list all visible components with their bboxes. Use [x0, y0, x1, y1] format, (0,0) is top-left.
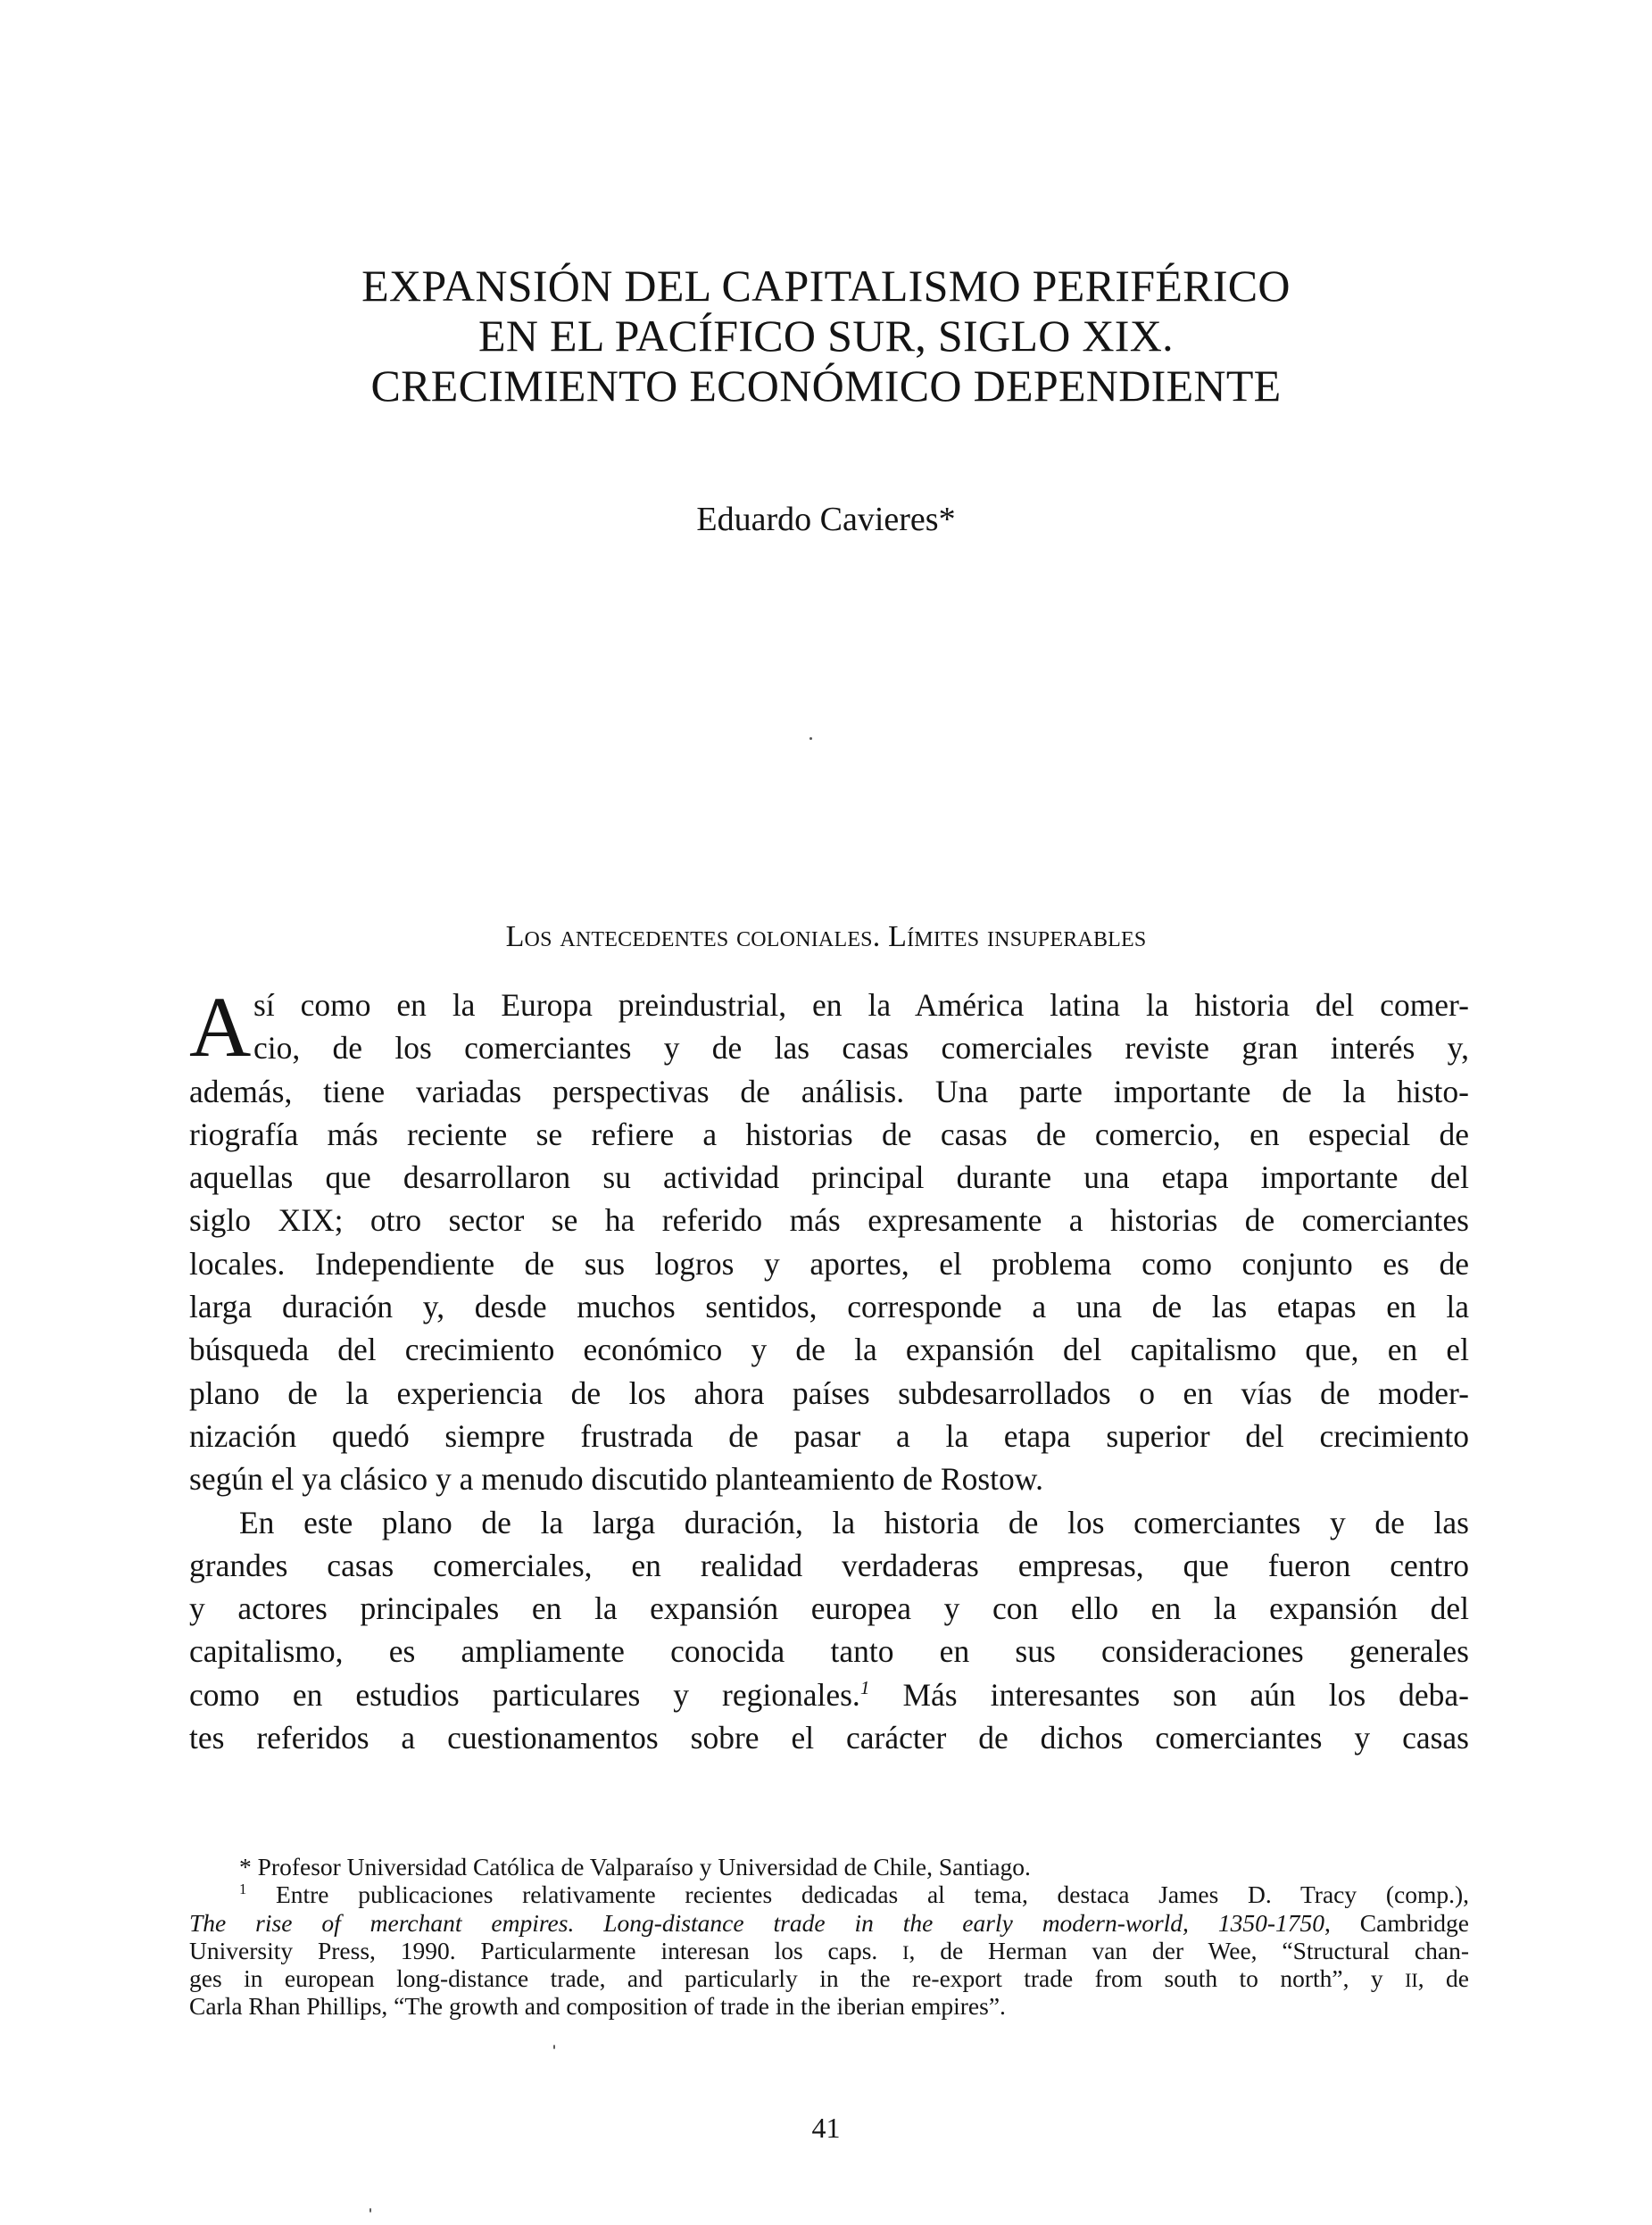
footnote-1-line: Carla Rhan Phillips, “The growth and composition of trade in the iberian empires”. — [189, 1992, 1006, 2021]
article-title — [0, 261, 1652, 411]
body-line: cio, de los comerciantes y de las casas comerciales reviste gran interés y, — [253, 1030, 1469, 1067]
scan-speck — [809, 737, 812, 740]
body-line: búsqueda del crecimiento económico y de la expansión del capitalismo que, en el — [189, 1332, 1469, 1368]
footnote-1-line — [189, 1880, 1469, 1908]
body-line: y actores principales en la expansión europea y con ello en la expansión del — [189, 1590, 1469, 1627]
body-line — [189, 1673, 1469, 1716]
scan-speck — [553, 2045, 555, 2049]
body-line: aquellas que desarrollaron su actividad principal durante una etapa importante del — [189, 1159, 1469, 1196]
text-run: , de — [1417, 1964, 1469, 1993]
text-run: siglo — [189, 1202, 278, 1239]
body-text — [189, 979, 1469, 1759]
title-line-1: EXPANSIÓN DEL CAPITALISMO PERIFÉRICO — [361, 261, 1291, 311]
scan-speck — [369, 2208, 371, 2213]
author-name: Eduardo Cavieres* — [696, 501, 956, 538]
footnote-marker: 1 — [239, 1880, 247, 1898]
text-run: ges in european long-distance trade, and particularly in the re-export trade from south to north”, y — [189, 1964, 1406, 1993]
page-number: 41 — [811, 2112, 841, 2144]
body-line — [189, 1199, 1469, 1241]
body-line: nización quedó siempre frustrada de pasar a la etapa superior del crecimiento — [189, 1417, 1469, 1454]
title-line-2: EN EL PACÍFICO SUR, SIGLO XIX. — [478, 311, 1174, 361]
body-line: larga duración y, desde muchos sentidos, corresponde a una de las etapas en la — [189, 1289, 1469, 1325]
text-run: como en estudios particulares y regionales. — [189, 1676, 860, 1713]
body-line: sí como en la Europa preindustrial, en la América latina la historia del comer- — [253, 987, 1469, 1023]
body-line: capitalismo, es ampliamente conocida tanto en sus consideraciones generales — [189, 1633, 1469, 1670]
text-run: , de Herman van der Wee, “Structural chan- — [909, 1936, 1469, 1964]
footnote-1-line — [189, 1909, 1469, 1937]
footnote-1-line — [189, 1964, 1469, 1992]
roman-numeral: I — [902, 1940, 909, 1963]
title-line-3: CRECIMIENTO ECONÓMICO DEPENDIENTE — [370, 361, 1282, 411]
text-run: , Cambridge — [1324, 1908, 1469, 1937]
body-line: según el ya clásico y a menudo discutido planteamiento de Rostow. — [189, 1461, 1043, 1498]
text-run: ; otro sector se ha referido más expresamente a historias de comerciantes — [334, 1202, 1469, 1239]
body-line: plano de la experiencia de los ahora países subdesarrollados o en vías de moder- — [189, 1374, 1469, 1411]
section-heading: Los antecedentes coloniales. Límites insuperables — [505, 920, 1147, 953]
body-line: En este plano de la larga duración, la historia de los comerciantes y de las — [239, 1504, 1469, 1540]
footnote-author: * Profesor Universidad Católica de Valparaíso y Universidad de Chile, Santiago. — [239, 1853, 1031, 1880]
footnotes — [189, 1853, 1469, 2021]
text-run: University Press, 1990. Particularmente interesan los caps. — [189, 1936, 903, 1964]
body-line: riografía más reciente se refiere a historias de casas de comercio, en especial de — [189, 1116, 1469, 1152]
body-line: grandes casas comerciales, en realidad verdaderas empresas, que fueron centro — [189, 1547, 1469, 1583]
roman-numeral-century: XIX — [278, 1202, 335, 1239]
text-run: Más interesantes son aún los deba- — [869, 1676, 1469, 1713]
body-line: tes referidos a cuestionamentos sobre el carácter de dichos comerciantes y casas — [189, 1720, 1469, 1756]
roman-numeral: II — [1405, 1969, 1418, 1992]
drop-cap: A — [189, 979, 252, 1075]
body-line: además, tiene variadas perspectivas de análisis. Una parte importante de la histo- — [189, 1073, 1469, 1109]
body-line: locales. Independiente de sus logros y aportes, el problema como conjunto es de — [189, 1245, 1469, 1282]
book-title: The rise of merchant empires. Long-distance trade in the early modern-world, 1350-1750 — [189, 1908, 1324, 1937]
footnote-1-line — [189, 1937, 1469, 1964]
text-run: Entre publicaciones relativamente recientes dedicadas al tema, destaca James D. Tracy (comp.), — [246, 1880, 1469, 1909]
footnote-ref-1[interactable]: 1 — [859, 1676, 870, 1698]
